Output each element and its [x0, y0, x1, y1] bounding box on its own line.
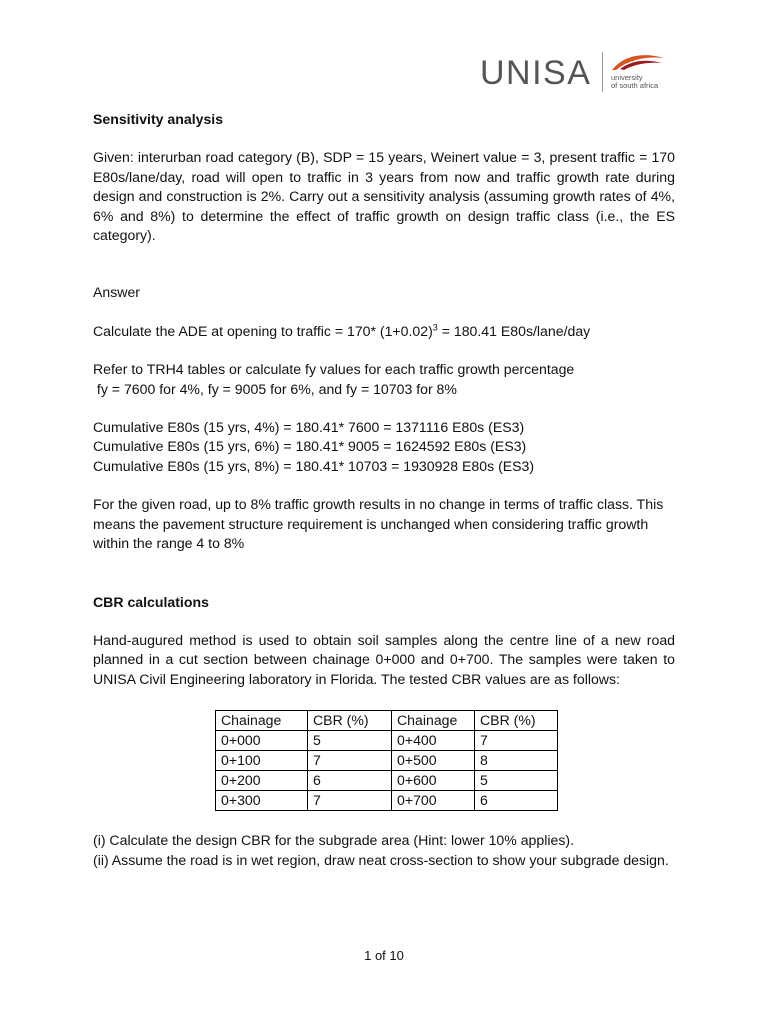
question-1: (i) Calculate the design CBR for the subgrade area (Hint: lower 10% applies).	[93, 832, 574, 849]
table-cell: 0+300	[216, 791, 308, 811]
table-cell: 0+500	[392, 751, 475, 771]
given-paragraph: Given: interurban road category (B), SDP = 15 years, Weinert value = 3, present traffic = 170 E80s/lane/day, road will open to traffic in 3 years from now and traffic growth rate during design and construction is 2%. Carry out a sensitivity analysis (assuming growth rates of 4%, 6% and 8%) to determine the effect of traffic growth on design traffic class (i.e., the ES category).	[93, 149, 675, 244]
logo-divider	[602, 52, 603, 92]
unisa-logo	[480, 50, 680, 94]
answer-label: Answer	[93, 284, 140, 301]
question-2: (ii) Assume the road is in wet region, draw neat cross-section to show your subgrade design.	[93, 851, 669, 868]
table-cell: 0+700	[392, 791, 475, 811]
ade-line	[93, 322, 675, 341]
table-cell: 7	[308, 791, 392, 811]
logo-swoosh-icon	[610, 52, 666, 72]
table-row	[216, 791, 558, 811]
table-header-row	[216, 711, 558, 731]
logo-subtitle	[611, 74, 658, 90]
cbr-table	[215, 710, 558, 811]
refer-line-1: Refer to TRH4 tables or calculate fy values for each traffic growth percentage	[93, 361, 575, 378]
table-cell: 7	[308, 751, 392, 771]
table-cell: 0+400	[392, 731, 475, 751]
header-chainage: Chainage	[392, 711, 475, 731]
table-cell: 0+200	[216, 771, 308, 791]
table-cell: 0+600	[392, 771, 475, 791]
ade-exponent: 3	[432, 322, 438, 333]
table-cell: 6	[475, 791, 558, 811]
cbr-heading: CBR calculations	[93, 593, 209, 610]
logo-wordmark: UNISA	[480, 54, 592, 92]
table-row	[216, 771, 558, 791]
conclusion-paragraph: For the given road, up to 8% traffic growth results in no change in terms of traffic class. This means the pavement structure requirement is unchanged when considering traffic growth within the range 4 to 8%	[93, 496, 664, 552]
table-cell: 8	[475, 751, 558, 771]
ade-suffix: = 180.41 E80s/lane/day	[437, 322, 591, 339]
header-cbr: CBR (%)	[308, 711, 392, 731]
ade-prefix: Calculate the ADE at opening to traffic = 170* (1+0.02)	[93, 322, 433, 339]
table-cell: 6	[308, 771, 392, 791]
sensitivity-heading: Sensitivity analysis	[93, 111, 224, 127]
refer-line-2: fy = 7600 for 4%, fy = 9005 for 6%, and fy = 10703 for 8%	[93, 380, 457, 397]
document-body	[93, 110, 675, 870]
table-cell: 5	[308, 731, 392, 751]
table-cell: 0+000	[216, 731, 308, 751]
logo-subtitle-line2: of south africa	[611, 81, 659, 90]
table-cell: 7	[475, 731, 558, 751]
table-cell: 0+100	[216, 751, 308, 771]
table-cell: 5	[475, 771, 558, 791]
cumulative-line-6pct: Cumulative E80s (15 yrs, 6%) = 180.41* 9005 = 1624592 E80s (ES3)	[93, 438, 527, 455]
logo-subtitle-line1: university	[611, 73, 643, 82]
cbr-intro-paragraph: Hand-augured method is used to obtain soil samples along the centre line of a new road planned in a cut section between chainage 0+000 and 0+700. The samples were taken to UNISA Civil Engineering laboratory in Florida. The tested CBR values are as follows:	[93, 631, 675, 687]
table-row	[216, 751, 558, 771]
header-cbr: CBR (%)	[475, 711, 558, 731]
header-chainage: Chainage	[216, 711, 308, 731]
table-row	[216, 731, 558, 751]
page-number: 1 of 10	[364, 948, 404, 963]
cumulative-line-8pct: Cumulative E80s (15 yrs, 8%) = 180.41* 10703 = 1930928 E80s (ES3)	[93, 457, 535, 474]
cumulative-line-4pct: Cumulative E80s (15 yrs, 4%) = 180.41* 7600 = 1371116 E80s (ES3)	[93, 419, 525, 436]
